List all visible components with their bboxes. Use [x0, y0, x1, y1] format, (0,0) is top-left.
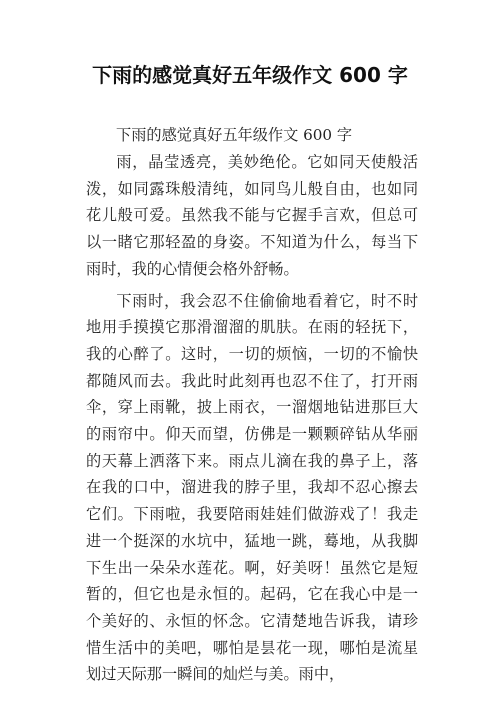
- paragraph-2: 下雨时，我会忍不住偷偷地看着它，时不时地用手摸摸它那滑溜溜的肌肤。在雨的轻抚下，我的心醉了。这时，一切的烦恼，一切的不愉快都随风而去。我此时此刻再也忍不住了，打开雨伞，穿上雨靴，披上雨衣，一溜烟地钻进那巨大的雨帘中。仰天而望，仿佛是一颗颗碎钻从华丽的天幕上洒落下来。雨点儿滴在我的鼻子上，落在我的口中，溜进我的脖子里，我却不忍心擦去它们。下雨啦，我要陪雨娃娃们做游戏了！我走进一个挺深的水坑中，猛地一跳，蓦地，从我脚下生出一朵朵水莲花。啊，好美呀！虽然它是短暂的，但它也是永恒的。起码，它在我心中是一个美好的、永恒的怀念。它清楚地告诉我，请珍惜生活中的美吧，哪怕是昙花一现，哪怕是流星划过天际那一瞬间的灿烂与美。雨中，: [86, 291, 418, 684]
- paragraph-1: 雨，晶莹透亮，美妙绝伦。它如同天使般活泼，如同露珠般清纯，如同鸟儿般自由，也如同花儿般可爱。虽然我不能与它握手言欢，但总可以一睹它那轻盈的身姿。不知道为什么，每当下雨时，我的心情便会格外舒畅。: [86, 153, 418, 278]
- document-title: 下雨的感觉真好五年级作文 600 字: [92, 63, 408, 87]
- document-body: [86, 122, 418, 688]
- document-subtitle: 下雨的感觉真好五年级作文 600 字: [116, 126, 353, 144]
